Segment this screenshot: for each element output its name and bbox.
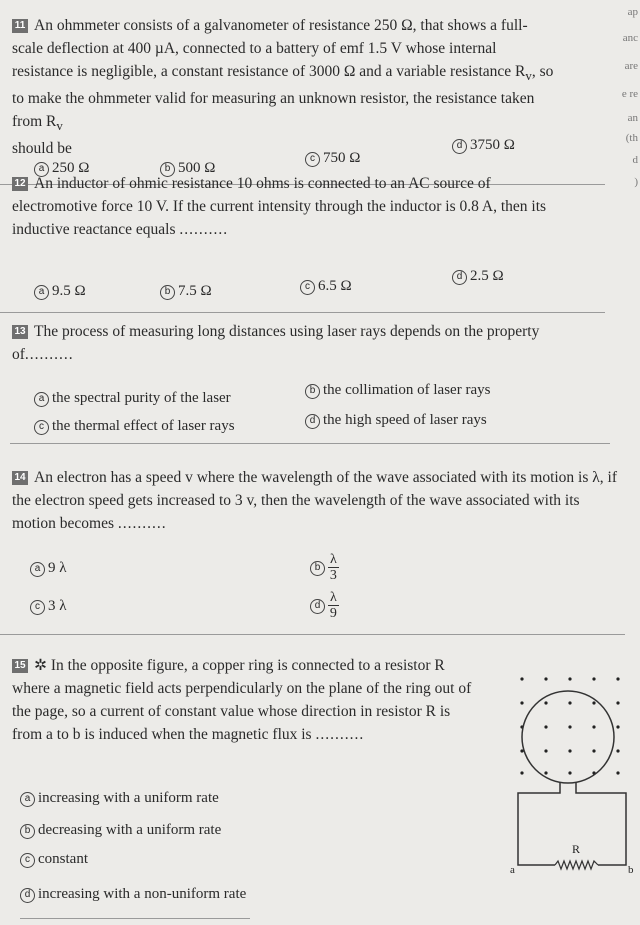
field-dot (592, 725, 595, 728)
option-letter: b (310, 561, 325, 576)
option-letter: d (452, 270, 467, 285)
question-number: 13 (12, 325, 28, 339)
option-14-d[interactable] (310, 590, 339, 621)
option-12-a[interactable]: a 9.5 Ω (34, 283, 86, 300)
field-dot (592, 677, 595, 680)
option-letter: a (20, 792, 35, 807)
option-11-d[interactable]: d 3750 Ω (452, 137, 515, 154)
option-14-a[interactable]: a 9 λ (30, 560, 67, 577)
question-11-text: 11 An ohmmeter consists of a galvanometer of resistance 250 Ω, that shows a full-scale deflection at 400 µA, connected to a battery of emf 1.5 V whose internal resistance is negligible, a constant resistance of 3000 Ω and a variable resistance $R_v$, so to make the ohmmeter valid for measuring an unknown resistor, the resistance taken from $R_v$ should be (12, 17, 554, 158)
question-11 (12, 14, 612, 160)
divider (20, 918, 250, 919)
question-number: 11 (12, 19, 28, 33)
option-15-b[interactable]: b decreasing with a uniform rate (20, 822, 221, 839)
option-14-c[interactable]: c 3 λ (30, 598, 67, 615)
question-number: 14 (12, 471, 28, 485)
field-dot (520, 677, 523, 680)
edge-fragment: are (624, 60, 638, 72)
fraction: $\frac{\lambda}{9}$ (329, 590, 337, 621)
question-14-text: 14 An electron has a speed v where the wavelength of the wave associated with its motion is λ, if the electron speed gets increased to 3 v, then the wavelength of the wave associated with its motion becomes .......... (12, 469, 617, 532)
option-letter: c (300, 280, 315, 295)
option-13-c[interactable]: c the thermal effect of laser rays (34, 418, 235, 435)
fraction: $\frac{\lambda}{3}$ (329, 552, 337, 583)
question-number: 12 (12, 177, 28, 191)
option-11-a[interactable]: a 250 Ω (34, 160, 89, 177)
option-letter: b (20, 824, 35, 839)
circuit-wire (576, 782, 626, 865)
option-letter: c (20, 853, 35, 868)
option-letter: b (160, 162, 175, 177)
circuit-wire (518, 782, 560, 865)
resistor-zigzag (555, 861, 598, 869)
edge-fragment: an (627, 112, 638, 124)
field-dot (616, 749, 619, 752)
resistor-label: R (572, 842, 581, 856)
option-13-d[interactable]: d the high speed of laser rays (305, 412, 487, 429)
edge-fragment: e re (621, 88, 638, 100)
point-b-label: b (628, 864, 634, 875)
field-dot (568, 677, 571, 680)
option-letter: b (305, 384, 320, 399)
field-dot (544, 749, 547, 752)
divider (0, 634, 625, 635)
magnetic-field-dots (520, 677, 619, 774)
field-dot (544, 725, 547, 728)
edge-fragment: d (632, 154, 638, 166)
option-11-c[interactable]: c 750 Ω (305, 150, 360, 167)
option-letter: a (34, 162, 49, 177)
option-letter: c (34, 420, 49, 435)
field-dot (544, 677, 547, 680)
option-12-c[interactable]: c 6.5 Ω (300, 278, 352, 295)
option-letter: a (34, 392, 49, 407)
field-dot (544, 701, 547, 704)
option-15-a[interactable]: a increasing with a uniform rate (20, 790, 219, 807)
field-dot (616, 701, 619, 704)
star-icon: ✲ (34, 657, 47, 674)
field-dot (616, 771, 619, 774)
option-15-d[interactable]: d increasing with a non-uniform rate (20, 886, 246, 903)
field-dot (616, 725, 619, 728)
field-dot (568, 701, 571, 704)
question-12-text: 12 An inductor of ohmic resistance 10 ohms is connected to an AC source of electromotive force 10 V. If the current intensity through the inductor is 0.8 A, then its inductive reactance equals .......... (12, 175, 547, 238)
option-letter: c (30, 600, 45, 615)
option-12-b[interactable]: b 7.5 Ω (160, 283, 212, 300)
field-dot (520, 771, 523, 774)
question-number: 15 (12, 659, 28, 673)
option-letter: d (310, 599, 325, 614)
field-dot (520, 701, 523, 704)
option-letter: b (160, 285, 175, 300)
copper-ring (522, 691, 614, 783)
edge-fragment: (th (625, 132, 638, 144)
question-13-text: 13 The process of measuring long distances using laser rays depends on the property of.......... (12, 323, 540, 363)
option-letter: c (305, 152, 320, 167)
point-a-label: a (510, 864, 515, 875)
question-13 (12, 320, 612, 366)
option-13-a[interactable]: a the spectral purity of the laser (34, 390, 231, 407)
field-dot (568, 749, 571, 752)
question-12 (12, 172, 612, 241)
option-letter: a (30, 562, 45, 577)
option-12-d[interactable]: d 2.5 Ω (452, 268, 504, 285)
field-dot (568, 725, 571, 728)
option-11-b[interactable]: b 500 Ω (160, 160, 215, 177)
field-dot (592, 749, 595, 752)
edge-fragment: ap (627, 6, 638, 18)
option-letter: d (452, 139, 467, 154)
edge-fragment: anc (622, 32, 638, 44)
divider (10, 443, 610, 444)
option-14-b[interactable] (310, 552, 339, 583)
option-13-b[interactable]: b the collimation of laser rays (305, 382, 490, 399)
option-15-c[interactable]: c constant (20, 851, 88, 868)
field-dot (544, 771, 547, 774)
field-dot (592, 701, 595, 704)
question-15-text: 15 ✲ In the opposite figure, a copper ring is connected to a resistor R where a magnetic field acts perpendicularly on the plane of the ring out of the page, so a current of constant value whose direction in resistor R is from a to b is induced when the magnetic flux is .......... (12, 657, 472, 743)
option-letter: d (20, 888, 35, 903)
field-dot (568, 771, 571, 774)
option-letter: d (305, 414, 320, 429)
edge-fragment: ) (634, 176, 638, 188)
option-letter: a (34, 285, 49, 300)
question-14 (12, 466, 617, 535)
divider (0, 312, 605, 313)
field-dot (616, 677, 619, 680)
ring-circuit-figure (500, 665, 640, 875)
